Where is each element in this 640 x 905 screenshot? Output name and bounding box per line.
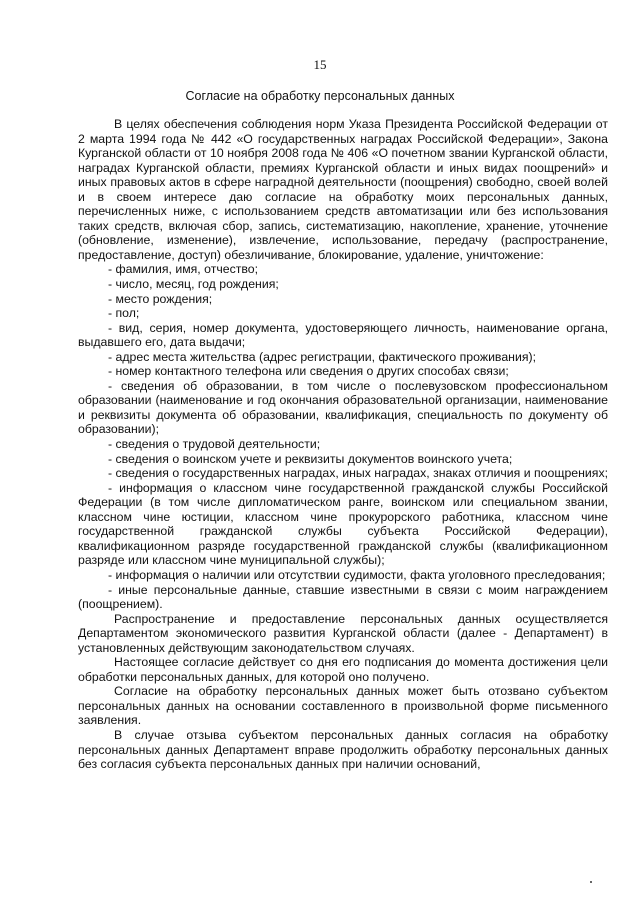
- list-item: - сведения о воинском учете и реквизиты документов воинского учета;: [108, 451, 513, 466]
- body-paragraph: Распространение и предоставление персональных данных осуществляется Департаментом экономического развития Курганской области (далее - Департамент) в установленных действующим законодательством случаях.: [78, 611, 608, 655]
- list-item: - информация о классном чине государственной гражданской службы Российской Федерации (в том числе дипломатическом ранге, воинском или специальном звании, классном чине юстиции, классном чине прокурорского работника, классном чине государственной гражданской службы субъекта Российской Федерации), квалификационном разряде государственной гражданской службы (квалификационном разряде или классном чине муниципальной службы);: [78, 480, 608, 568]
- list-item: - номер контактного телефона или сведения о других способах связи;: [108, 364, 509, 379]
- page-number: 15: [313, 57, 327, 72]
- body-paragraph: Настоящее согласие действует со дня его подписания до момента достижения цели обработки персональных данных, для которой оно получено.: [78, 655, 608, 684]
- list-item: - сведения об образовании, в том числе о послевузовском профессиональном образовании (наименование и год окончания образовательной организации, наименование и реквизиты документа об образовании, квалификация, специальность по документу об образовании);: [78, 378, 608, 437]
- body-paragraph: В случае отзыва субъектом персональных данных согласия на обработку персональных данных Департамент вправе продолжить обработку персональных данных без согласия субъекта персональных данных при наличии оснований,: [78, 727, 608, 772]
- intro-paragraph: В целях обеспечения соблюдения норм Указа Президента Российской Федерации от 2 марта 1994 года № 442 «О государственных наградах Российской Федерации», Закона Курганской области от 10 ноября 2008 года № 406 «О почетном звании Курганской области, наградах Курганской области, премиях Курганской области и иных видах поощрений» и иных правовых актов в сфере наградной деятельности (поощрения) свободно, своей волей и в своем интересе даю согласие на обработку моих персональных данных, перечисленных ниже, с использованием средств автоматизации или без использования таких средств, включая сбор, запись, систематизацию, накопление, хранение, уточнение (обновление, изменение), извлечение, использование, передачу (распространение, предоставление, доступ) обезличивание, блокирование, удаление, уничтожение:: [78, 117, 608, 262]
- list-item: - фамилия, имя, отчество;: [108, 262, 259, 277]
- list-item: - вид, серия, номер документа, удостоверяющего личность, наименование органа, выдавшего его, дата выдачи;: [78, 320, 608, 350]
- list-item: - место рождения;: [108, 291, 213, 306]
- list-item: - адрес места жительства (адрес регистрации, фактического проживания);: [108, 349, 537, 364]
- list-item: - пол;: [108, 306, 140, 321]
- body-paragraph: Согласие на обработку персональных данных может быть отозвано субъектом персональных данных на основании составленного в произвольной форме письменного заявления.: [78, 684, 608, 728]
- scan-speck: [590, 881, 592, 883]
- list-item: - число, месяц, год рождения;: [108, 277, 279, 292]
- list-item: - сведения о трудовой деятельности;: [108, 437, 321, 452]
- document-title: Согласие на обработку персональных данных: [185, 89, 455, 103]
- list-item: - информация о наличии или отсутствии судимости, факта уголовного преследования;: [108, 567, 606, 582]
- document-body: [78, 117, 608, 772]
- list-item: - иные персональные данные, ставшие известными в связи с моим награждением (поощрением).: [78, 582, 608, 612]
- list-item: - сведения о государственных наградах, иных наградах, знаках отличия и поощрениях;: [108, 466, 609, 481]
